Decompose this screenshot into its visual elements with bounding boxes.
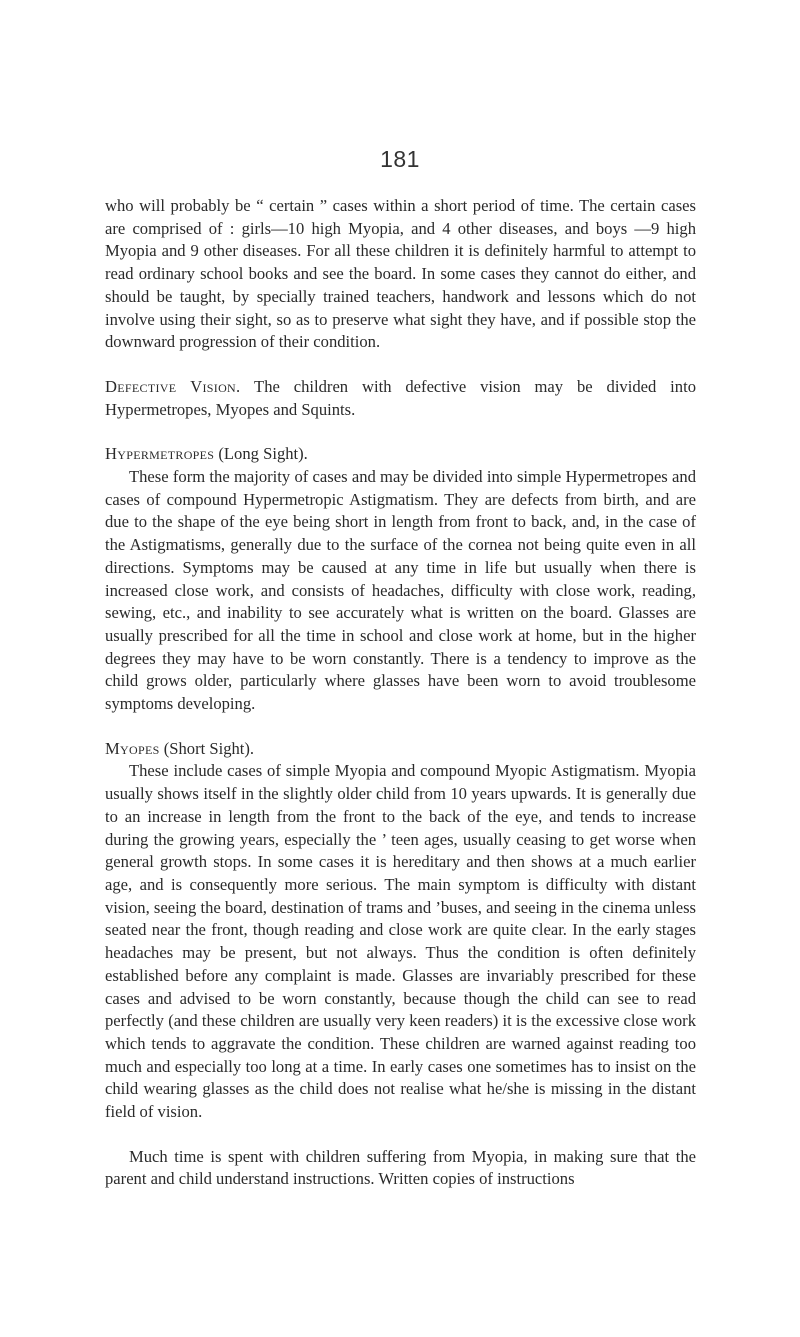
heading-myopes-subtitle: (Short Sight). — [159, 738, 255, 758]
paragraph-intro: who will probably be “ certain ” cases within a short period of time. The certain cases are comprised of : girls—10 high Myopia, and 4 other diseases, and boys —9 high Myopia and 9 other diseases. For all these children it is definitely harmful to attempt to read ordinary school books and see the board. In some cases they cannot do either, and should be taught, by specially trained teachers, handwork and lessons which do not involve using their sight, so as to preserve what sight they have, and if possible stop the downward progression of their condition. — [105, 196, 696, 352]
heading-myopes-line — [105, 738, 696, 761]
heading-myopes: Myopes — [105, 738, 160, 758]
heading-defective-vision: Defective Vision. — [105, 376, 241, 396]
heading-hypermetropes-subtitle: (Long Sight). — [214, 444, 308, 464]
text-body — [105, 195, 696, 1191]
heading-hypermetropes-line — [105, 443, 696, 466]
paragraph-defective-vision — [105, 376, 696, 421]
heading-hypermetropes: Hypermetropes — [105, 444, 215, 464]
paragraph-hypermetropes: These form the majority of cases and may be divided into simple Hypermetropes and cases of compound Hypermetropic Astigmatism. They are defects from birth, and are due to the shape of the eye being short in length from front to back, and, in the case of the Astigmatisms, generally due to the surface of the cornea not being quite even in all directions. Symptoms may be caused at any time in life but usually when there is increased close work, and consists of headaches, difficulty with close work, reading, sewing, etc., and inability to see accurately what is written on the board. Glasses are usually prescribed for all the time in school and close work at home, but in the higher degrees they may have to be worn constantly. There is a tendency to improve as the child grows older, particularly where glasses have been worn to avoid troublesome symptoms developing. — [105, 467, 696, 714]
paragraph-myopes: These include cases of simple Myopia and compound Myopic Astigmatism. Myopia usually shows itself in the slightly older child from 10 years upwards. It is generally due to an increase in length from the front to the back of the eye, and tends to increase during the growing years, especially the ’ teen ages, usually ceasing to get worse when general growth stops. In some cases it is hereditary and then shows at a much earlier age, and is consequently more serious. The main symptom is difficulty with distant vision, seeing the board, destination of trams and ’buses, and seeing in the cinema unless seated near the front, though reading and close work are quite clear. In the early stages headaches may be present, but not always. Thus the condition is often definitely established before any complaint is made. Glasses are invariably prescribed for these cases and advised to be worn constantly, because though the child can see to read perfectly (and these children are usually very keen readers) it is the excessive close work which tends to aggravate the condition. These children are warned against reading too much and especially too long at a time. In early cases one sometimes has to insist on the child wearing glasses as the child does not realise what he/she is missing in the distant field of vision. — [105, 761, 696, 1122]
page-number: 181 — [380, 146, 420, 172]
paragraph-closing: Much time is spent with children suffering from Myopia, in making sure that the parent and child understand instructions. Written copies of instructions — [105, 1146, 696, 1189]
defective-vision-text: The children with defective vision may be divided into Hypermetropes, Myopes and Squints. — [105, 376, 696, 419]
